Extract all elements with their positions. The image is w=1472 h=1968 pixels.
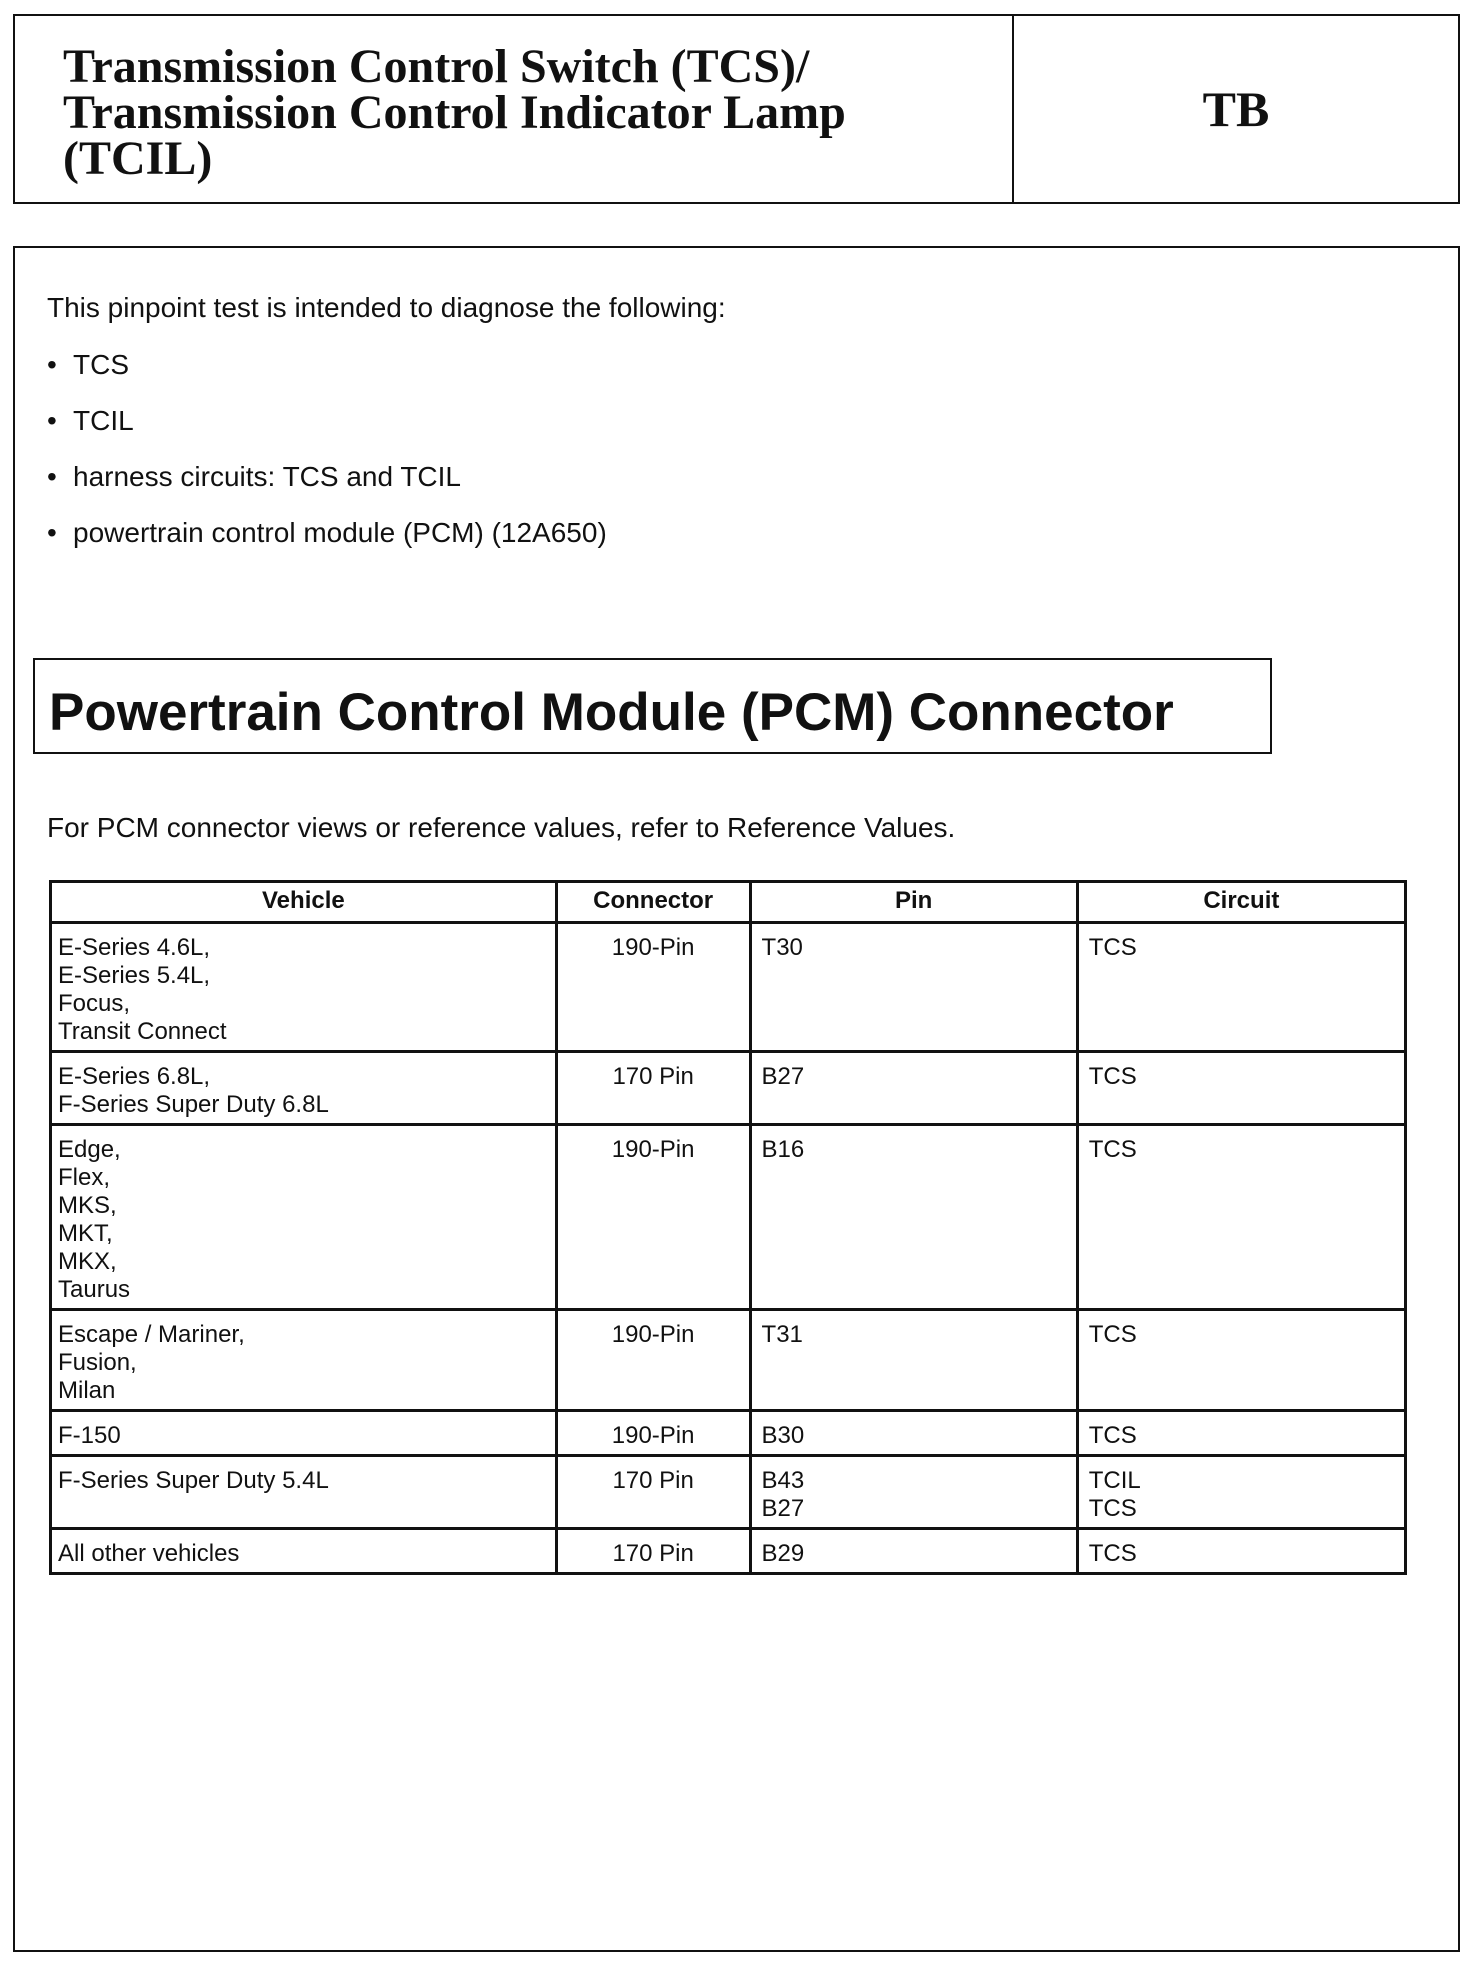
cell-connector: 170 Pin [556, 1456, 750, 1529]
circuit-line: TCIL [1088, 1467, 1141, 1494]
cell-pin [750, 1052, 1077, 1125]
vehicle-line: E-Series 5.4L, [58, 962, 211, 989]
vehicle-line: Milan [58, 1377, 116, 1404]
cell-vehicle [51, 1310, 557, 1411]
cell-pin [750, 1411, 1077, 1456]
test-code: TB [1202, 81, 1270, 137]
reference-text: For PCM connector views or reference values, refer to Reference Values. [47, 812, 956, 843]
circuit-line: TCS [1088, 1540, 1137, 1567]
cell-pin [750, 1310, 1077, 1411]
cell-connector: 170 Pin [556, 1052, 750, 1125]
list-item: • TCS [45, 348, 607, 404]
vehicle-line: All other vehicles [58, 1540, 240, 1567]
cell-circuit [1077, 1456, 1405, 1529]
section-heading: Powertrain Control Module (PCM) Connector [33, 658, 1272, 754]
circuit-line: TCS [1088, 1495, 1137, 1522]
column-header-circuit: Circuit [1077, 882, 1405, 923]
vehicle-line: MKT, [58, 1220, 113, 1247]
cell-vehicle [51, 1456, 557, 1529]
circuit-line: TCS [1088, 1136, 1137, 1163]
list-item: • harness circuits: TCS and TCIL [45, 460, 607, 516]
cell-circuit [1077, 1310, 1405, 1411]
column-header-vehicle: Vehicle [51, 882, 557, 923]
cell-circuit [1077, 923, 1405, 1052]
cell-connector: 190-Pin [556, 1411, 750, 1456]
intro-text: This pinpoint test is intended to diagnose the following: [47, 292, 726, 323]
cell-pin [750, 923, 1077, 1052]
cell-connector: 190-Pin [556, 1310, 750, 1411]
table-row [51, 1125, 1406, 1310]
vehicle-line: Focus, [58, 990, 131, 1017]
pin-line: B30 [761, 1422, 805, 1449]
cell-circuit [1077, 1411, 1405, 1456]
table-header-row [51, 882, 1406, 923]
cell-pin [750, 1125, 1077, 1310]
content-box [13, 246, 1460, 1952]
diagnose-list [45, 348, 607, 572]
vehicle-line: Taurus [58, 1276, 131, 1303]
pcm-connector-table [49, 880, 1407, 1575]
circuit-line: TCS [1088, 1321, 1137, 1348]
table-row [51, 1310, 1406, 1411]
table-row [51, 1456, 1406, 1529]
cell-connector: 170 Pin [556, 1529, 750, 1574]
document-header [13, 14, 1460, 204]
table-row [51, 1411, 1406, 1456]
column-header-connector: Connector [556, 882, 750, 923]
vehicle-line: MKX, [58, 1248, 117, 1275]
cell-circuit [1077, 1052, 1405, 1125]
list-item: • TCIL [45, 404, 607, 460]
vehicle-line: Flex, [58, 1164, 111, 1191]
cell-circuit [1077, 1529, 1405, 1574]
list-item: • powertrain control module (PCM) (12A650) [45, 516, 607, 572]
pin-line: B43 [761, 1467, 805, 1494]
cell-connector: 190-Pin [556, 923, 750, 1052]
table-row [51, 1529, 1406, 1574]
cell-pin [750, 1529, 1077, 1574]
vehicle-line: Fusion, [58, 1349, 137, 1376]
cell-pin [750, 1456, 1077, 1529]
cell-vehicle [51, 1125, 557, 1310]
document-title: Transmission Control Switch (TCS)/ Transmission Control Indicator Lamp (TCIL) [15, 16, 1014, 202]
column-header-pin: Pin [750, 882, 1077, 923]
cell-vehicle [51, 923, 557, 1052]
vehicle-line: E-Series 6.8L, [58, 1063, 211, 1090]
vehicle-line: E-Series 4.6L, [58, 934, 211, 961]
table-row [51, 1052, 1406, 1125]
cell-vehicle [51, 1052, 557, 1125]
pin-line: B27 [761, 1495, 805, 1522]
pin-line: B27 [761, 1063, 805, 1090]
pin-line: B16 [761, 1136, 805, 1163]
cell-vehicle [51, 1411, 557, 1456]
circuit-line: TCS [1088, 1422, 1137, 1449]
cell-vehicle [51, 1529, 557, 1574]
vehicle-line: Edge, [58, 1136, 121, 1163]
cell-connector: 190-Pin [556, 1125, 750, 1310]
vehicle-line: F-150 [58, 1422, 121, 1449]
circuit-line: TCS [1088, 1063, 1137, 1090]
table-row [51, 923, 1406, 1052]
pin-line: T31 [761, 1321, 803, 1348]
vehicle-line: Transit Connect [58, 1018, 227, 1045]
circuit-line: TCS [1088, 934, 1137, 961]
vehicle-line: MKS, [58, 1192, 117, 1219]
pin-line: T30 [761, 934, 803, 961]
pin-line: B29 [761, 1540, 805, 1567]
cell-circuit [1077, 1125, 1405, 1310]
vehicle-line: Escape / Mariner, [58, 1321, 245, 1348]
vehicle-line: F-Series Super Duty 5.4L [58, 1467, 329, 1494]
vehicle-line: F-Series Super Duty 6.8L [58, 1091, 329, 1118]
